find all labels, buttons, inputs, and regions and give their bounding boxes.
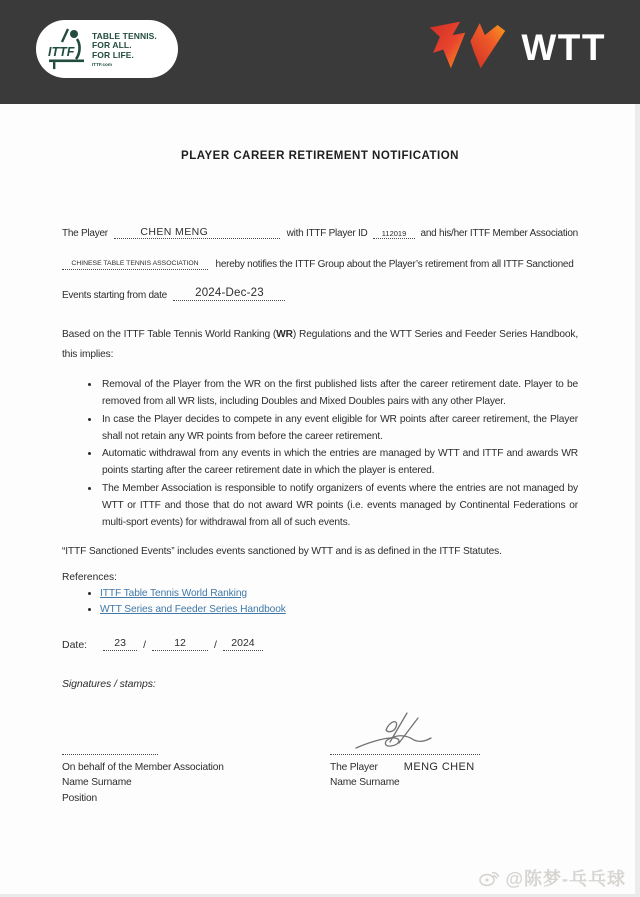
document-body: [0, 104, 640, 806]
watermark: [478, 865, 626, 891]
the-player-label: The Player: [62, 228, 111, 239]
ittf-tagline-line3: FOR LIFE.: [92, 49, 134, 60]
date-day-value: 23: [114, 637, 126, 650]
ittf-tagline: [92, 32, 157, 67]
signatures-label: Signatures / stamps:: [62, 677, 156, 690]
retirement-date-field: [173, 288, 285, 302]
name-surname-label: Name Surname: [62, 777, 132, 789]
sanctioned-events-note: “ITTF Sanctioned Events” includes events sanctioned by WTT and is as defined in the ITTF Statutes.: [62, 545, 502, 557]
reference-item: [100, 602, 578, 618]
watermark-text: @陈梦-乓乓球: [505, 869, 626, 889]
ittf-tagline-line1: TABLE TENNIS.: [92, 30, 157, 41]
date-separator: /: [214, 638, 217, 651]
ittf-site-label: ITTF.com: [92, 61, 112, 67]
signature-area: [62, 704, 578, 807]
wtt-w-icon: [428, 20, 506, 74]
bullet-item: • In case the Player decides to compete in any event eligible for WR points after career retirement, the Player shall not retain any WR points from before the career retirement.: [100, 411, 578, 446]
ittf-tagline-line2: FOR ALL.: [92, 40, 132, 50]
player-signature-space: [330, 704, 578, 754]
player-signature: [352, 710, 448, 758]
position-label: Position: [62, 792, 98, 804]
reference-link-ittf-world-ranking[interactable]: ITTF Table Tennis World Ranking: [100, 587, 247, 599]
date-day-field: [103, 638, 137, 651]
implication-bullets: [62, 376, 578, 532]
on-behalf-label: On behalf of the Member Association: [62, 761, 224, 773]
wr-abbrev: WR: [276, 329, 293, 340]
page-edge-right: [635, 104, 640, 897]
date-month-field: [152, 638, 208, 651]
notifies-text: hereby notifies the ITTF Group about the Player’s retirement from all ITTF Sanctioned: [213, 259, 574, 270]
association-value: CHINESE TABLE TENNIS ASSOCIATION: [71, 260, 199, 268]
player-name-value: CHEN MENG: [140, 225, 209, 238]
player-signature-block: [330, 704, 578, 807]
player-signature-name: MENG CHEN: [403, 760, 475, 773]
player-name-field: [114, 227, 280, 240]
svg-text:ITTF: ITTF: [48, 45, 75, 59]
based-on-paragraph: [62, 325, 578, 364]
ittf-player-icon: [47, 26, 87, 72]
player-id-value: 112019: [381, 228, 407, 238]
the-player-sig-label: The Player: [330, 761, 378, 773]
based-on-pre: Based on the ITTF Table Tennis World Ranking (: [62, 329, 277, 340]
page-title: PLAYER CAREER RETIREMENT NOTIFICATION: [181, 150, 459, 162]
retirement-date-value: 2024-Dec-23: [195, 286, 264, 299]
references-list: [62, 586, 578, 618]
bullet-item: • The Member Association is responsible to notify organizers of events where the entries are not managed by WTT or ITTF and those that do not award WR points (i.e. events managed by Continental Federations or multi-sport events) for withdrawal from all of such events.: [100, 480, 578, 532]
date-row: [62, 638, 578, 651]
reference-link-wtt-handbook[interactable]: WTT Series and Feeder Series Handbook: [100, 603, 286, 615]
date-month-value: 12: [174, 637, 186, 650]
wtt-logo: [428, 20, 606, 74]
intro-line-1: [62, 208, 578, 239]
intro-paragraph: [62, 208, 578, 301]
bullet-item: • Automatic withdrawal from any events in which the entries are managed by WTT and ITTF and awards WR points starting after the career retirement date in which the player is entered.: [100, 445, 578, 480]
association-field: [62, 261, 208, 270]
name-surname-label: Name Surname: [330, 777, 400, 789]
ittf-logo: [36, 20, 178, 78]
reference-item: [100, 586, 578, 602]
association-signature-line: [62, 754, 158, 755]
player-id-field: [373, 230, 415, 240]
date-separator: /: [143, 638, 147, 651]
top-header: [0, 0, 640, 104]
weibo-icon: [478, 869, 500, 887]
date-year-field: [223, 638, 263, 651]
bullet-item: • Removal of the Player from the WR on the first published lists after the career retirement date. Player to be removed from all WR lists, including Doubles and Mixed Doubles pairs with any other Player.: [100, 376, 578, 411]
based-on-post: ) Regulations and the WTT Series and Feeder Series Handbook, this implies:: [62, 329, 578, 360]
intro-line-3: [62, 270, 578, 301]
intro-line-2: [62, 239, 578, 270]
wtt-wordmark: WTT: [521, 26, 606, 68]
member-association-signature-block: [62, 704, 330, 807]
date-label: Date:: [62, 638, 88, 651]
events-from-label: Events starting from date: [62, 290, 170, 301]
with-id-label: with ITTF Player ID: [284, 228, 371, 239]
references-label: References:: [62, 571, 117, 583]
date-year-value: 2024: [231, 637, 255, 650]
association-tail-label: and his/her ITTF Member Association: [418, 228, 578, 239]
